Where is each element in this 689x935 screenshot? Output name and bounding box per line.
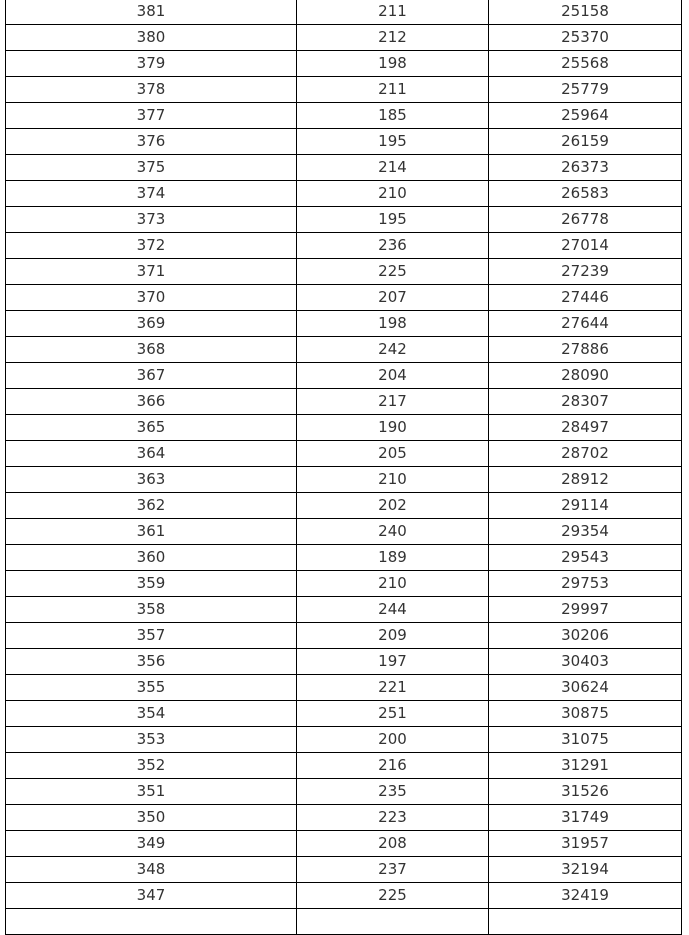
score-cell: 358 — [6, 597, 297, 623]
score-cell: 361 — [6, 519, 297, 545]
score-cell — [6, 909, 297, 935]
cumulative-cell: 28497 — [489, 415, 682, 441]
score-cell: 378 — [6, 77, 297, 103]
cumulative-cell: 25158 — [489, 0, 682, 25]
table-row — [6, 857, 682, 883]
table-row — [6, 597, 682, 623]
score-cell: 365 — [6, 415, 297, 441]
cumulative-cell: 28307 — [489, 389, 682, 415]
table-row — [6, 519, 682, 545]
cumulative-cell: 29354 — [489, 519, 682, 545]
cumulative-cell: 28090 — [489, 363, 682, 389]
table-row — [6, 727, 682, 753]
table-row — [6, 181, 682, 207]
score-cell: 351 — [6, 779, 297, 805]
table-row — [6, 571, 682, 597]
cumulative-cell: 30875 — [489, 701, 682, 727]
score-cell: 363 — [6, 467, 297, 493]
cumulative-cell: 25568 — [489, 51, 682, 77]
count-cell: 225 — [297, 883, 489, 909]
score-cell: 368 — [6, 337, 297, 363]
score-cell: 381 — [6, 0, 297, 25]
cumulative-cell: 27886 — [489, 337, 682, 363]
count-cell — [297, 909, 489, 935]
cumulative-cell: 25370 — [489, 25, 682, 51]
cumulative-cell: 27014 — [489, 233, 682, 259]
table-row — [6, 337, 682, 363]
count-cell: 190 — [297, 415, 489, 441]
cumulative-cell: 27239 — [489, 259, 682, 285]
table-row — [6, 441, 682, 467]
table-row — [6, 259, 682, 285]
table-row — [6, 285, 682, 311]
cumulative-cell: 30624 — [489, 675, 682, 701]
table-row — [6, 233, 682, 259]
score-cell: 380 — [6, 25, 297, 51]
table-row — [6, 675, 682, 701]
table-row — [6, 363, 682, 389]
count-cell: 200 — [297, 727, 489, 753]
count-cell: 204 — [297, 363, 489, 389]
cumulative-cell: 30403 — [489, 649, 682, 675]
count-cell: 210 — [297, 467, 489, 493]
table-row — [6, 77, 682, 103]
table-row — [6, 103, 682, 129]
table-row — [6, 649, 682, 675]
score-cell: 366 — [6, 389, 297, 415]
cumulative-cell: 25964 — [489, 103, 682, 129]
table-row — [6, 493, 682, 519]
count-cell: 189 — [297, 545, 489, 571]
cumulative-cell: 26583 — [489, 181, 682, 207]
count-cell: 242 — [297, 337, 489, 363]
table-row — [6, 25, 682, 51]
table-row — [6, 701, 682, 727]
cumulative-cell: 25779 — [489, 77, 682, 103]
cumulative-cell: 31526 — [489, 779, 682, 805]
cumulative-cell: 27446 — [489, 285, 682, 311]
score-cell: 371 — [6, 259, 297, 285]
score-cell: 377 — [6, 103, 297, 129]
cumulative-cell: 27644 — [489, 311, 682, 337]
score-cell: 367 — [6, 363, 297, 389]
count-cell: 214 — [297, 155, 489, 181]
cumulative-cell: 26373 — [489, 155, 682, 181]
count-cell: 198 — [297, 311, 489, 337]
table-row — [6, 753, 682, 779]
table-row — [6, 51, 682, 77]
count-cell: 236 — [297, 233, 489, 259]
count-cell: 185 — [297, 103, 489, 129]
score-cell: 370 — [6, 285, 297, 311]
table-row — [6, 623, 682, 649]
table-row — [6, 467, 682, 493]
count-cell: 208 — [297, 831, 489, 857]
score-cell: 353 — [6, 727, 297, 753]
score-cell: 355 — [6, 675, 297, 701]
table-row — [6, 0, 682, 25]
table-row — [6, 805, 682, 831]
count-cell: 210 — [297, 571, 489, 597]
count-cell: 209 — [297, 623, 489, 649]
table-row — [6, 155, 682, 181]
count-cell: 212 — [297, 25, 489, 51]
count-cell: 251 — [297, 701, 489, 727]
count-cell: 207 — [297, 285, 489, 311]
cumulative-cell: 31075 — [489, 727, 682, 753]
cumulative-cell: 26778 — [489, 207, 682, 233]
score-cell: 349 — [6, 831, 297, 857]
cumulative-cell: 32194 — [489, 857, 682, 883]
score-cell: 348 — [6, 857, 297, 883]
score-cell: 364 — [6, 441, 297, 467]
table-row — [6, 311, 682, 337]
score-cell: 376 — [6, 129, 297, 155]
cumulative-cell: 30206 — [489, 623, 682, 649]
count-cell: 205 — [297, 441, 489, 467]
count-cell: 210 — [297, 181, 489, 207]
score-cell: 369 — [6, 311, 297, 337]
score-cell: 372 — [6, 233, 297, 259]
score-cell: 374 — [6, 181, 297, 207]
score-cell: 357 — [6, 623, 297, 649]
count-cell: 235 — [297, 779, 489, 805]
table-row — [6, 389, 682, 415]
table-row — [6, 415, 682, 441]
table-row — [6, 883, 682, 909]
cumulative-cell: 29997 — [489, 597, 682, 623]
cumulative-cell: 29543 — [489, 545, 682, 571]
count-cell: 211 — [297, 0, 489, 25]
count-cell: 198 — [297, 51, 489, 77]
score-cell: 359 — [6, 571, 297, 597]
score-table — [5, 0, 682, 935]
score-cell: 375 — [6, 155, 297, 181]
count-cell: 216 — [297, 753, 489, 779]
count-cell: 240 — [297, 519, 489, 545]
count-cell: 225 — [297, 259, 489, 285]
cumulative-cell: 28912 — [489, 467, 682, 493]
score-cell: 356 — [6, 649, 297, 675]
table-row — [6, 909, 682, 935]
count-cell: 195 — [297, 129, 489, 155]
count-cell: 197 — [297, 649, 489, 675]
score-cell: 362 — [6, 493, 297, 519]
count-cell: 221 — [297, 675, 489, 701]
score-cell: 360 — [6, 545, 297, 571]
cumulative-cell: 29753 — [489, 571, 682, 597]
count-cell: 195 — [297, 207, 489, 233]
table-row — [6, 129, 682, 155]
cumulative-cell: 28702 — [489, 441, 682, 467]
count-cell: 244 — [297, 597, 489, 623]
count-cell: 217 — [297, 389, 489, 415]
cumulative-cell: 31749 — [489, 805, 682, 831]
count-cell: 202 — [297, 493, 489, 519]
count-cell: 237 — [297, 857, 489, 883]
cumulative-cell: 29114 — [489, 493, 682, 519]
score-cell: 352 — [6, 753, 297, 779]
cumulative-cell: 32419 — [489, 883, 682, 909]
count-cell: 211 — [297, 77, 489, 103]
score-table-body — [6, 0, 682, 935]
table-row — [6, 779, 682, 805]
table-row — [6, 831, 682, 857]
cumulative-cell: 31291 — [489, 753, 682, 779]
cumulative-cell: 26159 — [489, 129, 682, 155]
cumulative-cell — [489, 909, 682, 935]
score-cell: 347 — [6, 883, 297, 909]
table-row — [6, 545, 682, 571]
score-cell: 379 — [6, 51, 297, 77]
score-cell: 373 — [6, 207, 297, 233]
table-row — [6, 207, 682, 233]
score-cell: 354 — [6, 701, 297, 727]
score-cell: 350 — [6, 805, 297, 831]
count-cell: 223 — [297, 805, 489, 831]
cumulative-cell: 31957 — [489, 831, 682, 857]
